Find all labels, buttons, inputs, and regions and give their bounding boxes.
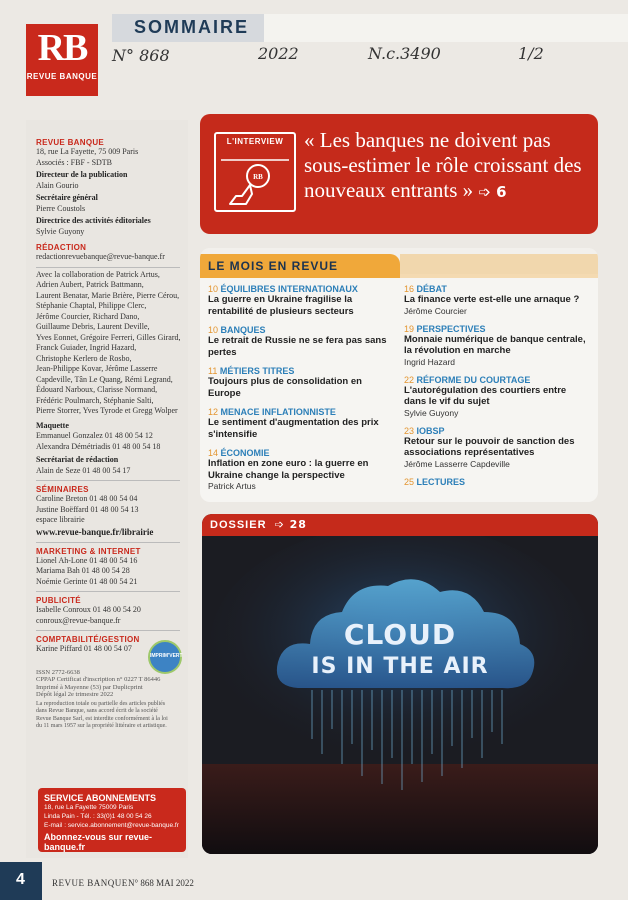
article-item[interactable]: [404, 375, 590, 418]
article-item[interactable]: [208, 366, 394, 399]
publisher-heading: REVUE BANQUE: [36, 138, 105, 147]
article-title: La guerre en Ukraine fragilise la rentabilité de plusieurs secteurs: [208, 294, 354, 317]
secgen-name: Pierre Coustols: [36, 203, 86, 213]
imprim-vert-seal: IMPRIM'VERT: [148, 640, 182, 674]
top-right-band: [264, 14, 628, 42]
month-review-header-strip: [400, 254, 598, 278]
compta-heading: COMPTABILITÉ/GESTION: [36, 635, 140, 644]
article-title: Le retrait de Russie ne se fera pas sans pertes: [208, 335, 387, 358]
article-author: Jérôme Lasserre Capdeville: [404, 458, 510, 469]
article-category: PERSPECTIVES: [416, 323, 486, 334]
logo-letters: RB: [37, 27, 87, 69]
marketing-line: Lionel Ah-Lone 01 48 00 54 16: [36, 555, 138, 565]
section-title: SOMMAIRE: [112, 14, 264, 42]
svg-text:RB: RB: [253, 173, 263, 181]
interview-quote-text: « Les banques ne doivent pas sous-estimer le rôle croissant des nouveaux entrants »: [304, 128, 582, 202]
handwritten-year: 2022: [258, 44, 299, 63]
article-author: Jérôme Courcier: [404, 305, 467, 316]
collab-line: Pierre Storrer, Yves Tyrode et Gregg Wolper: [36, 406, 178, 415]
logo-subtitle: REVUE BANQUE: [26, 72, 98, 81]
revue-banque-logo: [26, 24, 98, 96]
article-title: La finance verte est-elle une arnaque ?: [404, 294, 580, 305]
marketing-heading: MARKETING & INTERNET: [36, 546, 141, 556]
abo-cta[interactable]: Abonnez-vous sur revue-banque.fr: [44, 832, 153, 852]
interview-badge: [214, 132, 296, 212]
article-item[interactable]: [208, 325, 394, 358]
article-page: 23: [404, 425, 415, 436]
article-page: 22: [404, 374, 415, 385]
abo-title: SERVICE ABONNEMENTS: [44, 793, 157, 803]
dir-pub-heading: Directeur de la publication: [36, 170, 128, 179]
legal-small: La reproduction totale ou partielle des articles publiés: [36, 700, 166, 707]
article-category: ÉQUILIBRES INTERNATIONAUX: [220, 284, 358, 294]
divider: [36, 542, 180, 543]
collab-line: Jérôme Courcier, Richard Dano,: [36, 311, 140, 321]
legal-small: du 11 mars 1957 sur la propriété littéraire et artistique.: [36, 723, 167, 729]
legal-line: Dépôt légal 2e trimestre 2022: [36, 691, 114, 698]
seminaires-line: Caroline Breton 01 48 00 54 04: [36, 494, 138, 503]
microphone-hand-icon: [216, 146, 294, 212]
maquette-line: Emmanuel Gonzalez 01 48 00 54 12: [36, 431, 153, 440]
month-review-right-column: [404, 284, 590, 495]
collab-line: Stéphanie Chaptal, Philippe Clerc,: [36, 301, 147, 310]
pub-line: Isabelle Conroux 01 48 00 54 20: [36, 605, 141, 614]
collab-line: Jean-Philippe Kovar, Jérôme Lasserre: [36, 364, 158, 373]
collab-line: Adrien Aubert, Patrick Battmann,: [36, 280, 144, 289]
handwritten-issue: N° 868: [112, 46, 170, 65]
article-page: 16: [404, 284, 415, 294]
article-page: 14: [208, 448, 219, 458]
article-item[interactable]: [208, 407, 394, 440]
seminaires-line: espace librairie: [36, 515, 85, 524]
article-item[interactable]: [208, 448, 394, 491]
article-page: 10: [208, 284, 219, 294]
article-page: 10: [208, 325, 219, 335]
article-category: DÉBAT: [416, 284, 447, 294]
dir-pub-name: Alain Gourio: [36, 180, 79, 190]
article-category: RÉFORME DU COURTAGE: [416, 374, 531, 385]
legal-line: ISSN 2772-6638: [36, 668, 80, 676]
article-category: MÉTIERS TITRES: [219, 366, 295, 376]
month-review-block: [200, 248, 598, 502]
month-review-left-column: [208, 284, 394, 499]
footer-magazine: REVUE BANQUE: [52, 878, 128, 888]
marketing-line: Noémie Gerinte 01 48 00 54 21: [36, 576, 138, 586]
cloud-illustration: [202, 514, 598, 854]
handwritten-part: 1/2: [518, 44, 544, 63]
article-page: 25: [404, 476, 415, 487]
pub-email[interactable]: conroux@revue-banque.fr: [36, 615, 121, 625]
redaction-heading: RÉDACTION: [36, 243, 87, 252]
collab-line: Avec la collaboration de Patrick Artus,: [36, 269, 160, 279]
article-item[interactable]: [404, 284, 590, 316]
article-author: Sylvie Guyony: [404, 407, 459, 418]
article-category: ÉCONOMIE: [220, 448, 270, 458]
dossier-page-ref: ➩ 28: [274, 518, 307, 531]
librairie-link[interactable]: www.revue-banque.fr/librairie: [36, 526, 154, 537]
dir-ed-name: Sylvie Guyony: [36, 226, 85, 236]
article-item[interactable]: [208, 284, 394, 317]
divider: [36, 591, 180, 592]
footer-issue: N° 868 MAI 2022: [128, 878, 194, 888]
article-category: BANQUES: [220, 325, 266, 335]
dir-ed-heading: Directrice des activités éditoriales: [36, 216, 151, 225]
article-item[interactable]: [404, 477, 590, 487]
publisher-line: 18, rue La Fayette, 75 009 Paris: [36, 147, 139, 156]
redaction-email[interactable]: redactionrevuebanque@revue-banque.fr: [36, 252, 165, 261]
maquette-heading: Maquette: [36, 420, 69, 430]
divider: [36, 630, 180, 631]
divider: [36, 480, 180, 481]
collab-line: Christophe Kerlero de Rosbo,: [36, 353, 132, 363]
collaborators-list: [36, 270, 188, 417]
article-category: MENACE INFLATIONNISTE: [220, 407, 336, 417]
legal-small: dans Revue Banque, sans accord écrit de la société: [36, 708, 158, 714]
month-review-title: LE MOIS EN REVUE: [200, 254, 400, 278]
article-category: LECTURES: [416, 476, 466, 487]
article-item[interactable]: [404, 324, 590, 367]
article-title: Le sentiment d'augmentation des prix s'intensifie: [208, 417, 379, 440]
abo-line: 18, rue La Fayette 75009 Paris: [44, 804, 134, 811]
legal-small: Revue Banque Sarl, est interdite conformément à la loi: [36, 715, 168, 722]
collab-line: Capdeville, Tân Le Quang, Rémi Legrand,: [36, 374, 173, 384]
article-page: 19: [404, 323, 415, 334]
dossier-bar: [202, 514, 598, 536]
maquette-line: Alexandra Démétriadis 01 48 00 54 18: [36, 441, 161, 451]
handwritten-ref: N.c.3490: [368, 44, 441, 63]
masthead-column: [26, 120, 188, 858]
article-author: Ingrid Hazard: [404, 356, 456, 367]
collab-line: Laurent Benatar, Marie Brière, Pierre Cérou,: [36, 290, 180, 300]
seminaires-line: Justine Boëffard 01 48 00 54 13: [36, 504, 139, 514]
article-title: L'autorégulation des courtiers entre dans le vif du sujet: [404, 384, 567, 407]
publisher-line: Associés : FBF - SDTB: [36, 157, 113, 167]
collab-line: Guillaume Debris, Laurent Deville,: [36, 322, 150, 331]
secgen-heading: Secrétaire général: [36, 193, 98, 202]
secred-line: Alain de Seze 01 48 00 54 17: [36, 465, 131, 475]
seminaires-heading: SÉMINAIRES: [36, 485, 89, 494]
subscription-box: [38, 788, 186, 852]
dossier-block[interactable]: [202, 514, 598, 854]
article-title: Inflation en zone euro : la guerre en Ukraine change la perspective: [208, 458, 369, 481]
article-author: Patrick Artus: [208, 481, 256, 491]
dossier-headline-1: CLOUD: [343, 618, 457, 651]
collab-line: Frédéric Poulmarch, Stéphanie Salti,: [36, 395, 154, 405]
article-title: Monnaie numérique de banque centrale, la révolution en marche: [404, 333, 586, 356]
dossier-label: DOSSIER: [210, 519, 267, 531]
page-number: 4: [0, 862, 42, 900]
collab-line: Édouard Narboux, Clarisse Normand,: [36, 385, 158, 394]
collab-line: Franck Guiader, Ingrid Hazard,: [36, 343, 137, 352]
pub-heading: PUBLICITÉ: [36, 596, 81, 605]
article-page: 11: [208, 366, 218, 376]
article-title: Toujours plus de consolidation en Europe: [208, 376, 362, 399]
legal-line: CPPAP Certificat d'inscription n° 0227 T 86446: [36, 676, 161, 683]
abo-email[interactable]: E-mail : service.abonnement@revue-banque.fr: [44, 822, 179, 829]
article-category: IOBSP: [416, 425, 445, 436]
dossier-headline-2: IS IN THE AIR: [311, 654, 489, 679]
abo-line: Linda Pain - Tél. : 33(0)1 48 00 54 26: [44, 813, 152, 820]
collab-line: Yves Eonnet, Grégoire Ferreri, Gilles Girard,: [36, 332, 181, 342]
secred-heading: Secrétariat de rédaction: [36, 455, 119, 464]
interview-quote: [304, 128, 594, 205]
article-title: Retour sur le pouvoir de sanction des associations représentatives: [404, 435, 575, 458]
article-page: 12: [208, 407, 219, 417]
compta-line: Karine Piffard 01 48 00 54 07: [36, 644, 132, 653]
legal-line: Imprimé à Mayenne (53) par Duplicprint: [36, 683, 143, 691]
divider: [36, 267, 180, 268]
interview-page-ref: ➩ 6: [478, 183, 507, 201]
interview-block[interactable]: [200, 114, 598, 234]
marketing-line: Mariama Bah 01 48 00 54 28: [36, 566, 130, 575]
interview-label: L'INTERVIEW: [226, 137, 284, 146]
article-item[interactable]: [404, 426, 590, 469]
